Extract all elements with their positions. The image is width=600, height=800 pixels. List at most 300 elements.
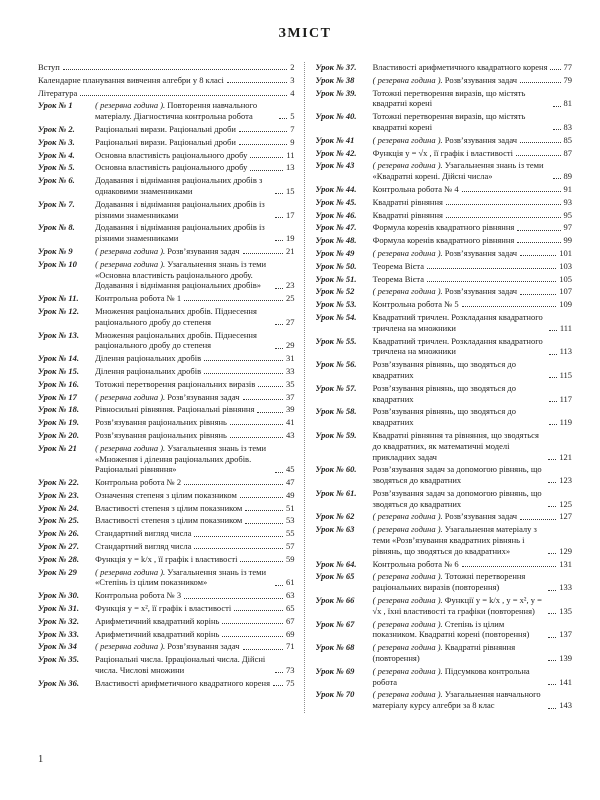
- entry-title: Функції y = k/x , y = x², y = √x , їхні властивості та графіки (повторення): [372, 595, 542, 616]
- entry-text: [316, 135, 518, 146]
- entry-text: [38, 404, 254, 415]
- lesson-label: Урок № 12.: [38, 305, 80, 316]
- dot-leader: [549, 359, 557, 378]
- entry-title: Тотожні перетворення виразів, що містять квадратні корені: [372, 87, 526, 109]
- reserve-hour-note: ( резервна година ).: [372, 618, 443, 629]
- entry-text: [316, 88, 550, 110]
- entry-text: [316, 210, 443, 221]
- entry-text: [38, 62, 60, 73]
- entry-title: Розв’язування задач за допомогою рівнянь, що зводяться до квадратних: [372, 464, 542, 486]
- toc-entry: [38, 392, 295, 403]
- toc-entry: [38, 528, 295, 539]
- entry-text: [316, 524, 546, 556]
- toc-entry: [38, 616, 295, 627]
- toc-entry: [38, 137, 295, 148]
- entry-page-number: 29: [286, 340, 295, 351]
- toc-entry: [38, 199, 295, 221]
- entry-text: [38, 199, 272, 221]
- reserve-hour-note: ( резервна година ).: [372, 160, 443, 171]
- toc-entry: [38, 330, 295, 352]
- reserve-hour-note: ( резервна година ).: [95, 245, 166, 256]
- dot-leader: [204, 366, 283, 374]
- lesson-label: Урок № 52: [315, 286, 355, 297]
- entry-page-number: 35: [286, 378, 295, 389]
- toc-entry: [316, 488, 573, 510]
- entry-title: Квадратні рівняння: [372, 209, 443, 220]
- entry-title: Арифметичний квадратний корінь: [95, 615, 220, 626]
- lesson-label: Урок № 30.: [38, 590, 80, 601]
- entry-title: Тотожні перетворення раціональних виразів: [95, 378, 256, 389]
- entry-page-number: 53: [286, 515, 295, 526]
- dot-leader: [230, 430, 283, 438]
- dot-leader: [520, 135, 560, 143]
- dot-leader: [548, 464, 556, 483]
- dot-leader: [517, 222, 560, 230]
- dot-leader: [275, 654, 283, 673]
- entry-title: Література: [38, 87, 78, 98]
- reserve-hour-note: ( резервна година ).: [372, 642, 443, 653]
- dot-leader: [273, 678, 283, 686]
- entry-text: [38, 75, 224, 86]
- entry-text: [38, 379, 255, 390]
- reserve-hour-note: ( резервна година ).: [372, 134, 443, 145]
- toc-entry: [38, 366, 295, 377]
- entry-title: Розв’язування задач: [167, 641, 240, 652]
- dot-leader: [549, 336, 557, 355]
- reserve-hour-note: ( резервна година ).: [95, 641, 166, 652]
- reserve-hour-note: ( резервна година ).: [372, 524, 443, 535]
- entry-page-number: 17: [286, 209, 295, 220]
- entry-text: [38, 503, 242, 514]
- dot-leader: [194, 528, 283, 536]
- dot-leader: [275, 306, 283, 325]
- lesson-label: Урок № 32.: [38, 615, 80, 626]
- entry-title: Властивості степеня з цілим показником: [95, 515, 243, 526]
- entry-page-number: 137: [559, 629, 572, 640]
- lesson-label: Урок № 60.: [315, 464, 357, 475]
- lesson-label: Урок № 51.: [315, 273, 357, 284]
- dot-leader: [243, 392, 283, 400]
- entry-title: Узагальнення знань із теми «Степінь із цілим показником»: [95, 566, 267, 588]
- lesson-label: Урок № 55.: [315, 335, 357, 346]
- lesson-label: Урок № 53.: [315, 299, 357, 310]
- toc-entry: [316, 88, 573, 110]
- dot-leader: [462, 559, 557, 567]
- toc-entry: [38, 641, 295, 652]
- entry-title: Квадратні рівняння: [372, 196, 443, 207]
- toc-entry: [316, 571, 573, 593]
- entry-text: [316, 383, 546, 405]
- dot-leader: [184, 477, 283, 485]
- entry-text: [316, 571, 546, 593]
- dot-leader: [520, 75, 560, 83]
- entry-text: [38, 330, 272, 352]
- dot-leader: [239, 137, 287, 145]
- entry-text: [316, 184, 459, 195]
- lesson-label: Урок № 39.: [315, 87, 357, 98]
- entry-text: [316, 595, 546, 617]
- toc-entry: [316, 430, 573, 462]
- dot-leader: [222, 616, 283, 624]
- entry-title: Контрольна робота № 2: [95, 477, 182, 488]
- reserve-hour-note: ( резервна година ).: [372, 286, 443, 297]
- entry-title: Раціональні числа. Ірраціональні числа. Дійсні числа. Числові множини: [95, 654, 266, 676]
- dot-leader: [243, 641, 283, 649]
- toc-entry: [316, 666, 573, 688]
- lesson-label: Урок № 49: [315, 247, 355, 258]
- lesson-label: Урок № 46.: [315, 209, 357, 220]
- lesson-label: Урок № 29: [38, 566, 77, 577]
- lesson-label: Урок № 68: [315, 642, 355, 653]
- lesson-label: Урок № 28.: [38, 553, 80, 564]
- toc-entry: [38, 443, 295, 475]
- entry-page-number: 57: [286, 541, 295, 552]
- entry-text: [38, 616, 219, 627]
- toc-entry: [38, 515, 295, 526]
- entry-page-number: 91: [563, 183, 572, 194]
- reserve-hour-note: ( резервна година ).: [372, 571, 443, 582]
- entry-title: Розв’язування задач: [444, 286, 518, 297]
- entry-page-number: 21: [286, 245, 295, 256]
- entry-page-number: 19: [286, 233, 295, 244]
- entry-text: [38, 541, 191, 552]
- entry-title: Додавання і віднімання раціональних дробів із різними знаменниками: [95, 222, 265, 244]
- entry-text: [316, 464, 546, 486]
- toc-entry: [38, 678, 295, 689]
- lesson-label: Урок № 8.: [38, 222, 75, 233]
- entry-title: Формула коренів квадратного рівняння: [372, 222, 515, 233]
- entry-page-number: 2: [290, 62, 295, 72]
- lesson-label: Урок № 59.: [315, 429, 357, 440]
- entry-page-number: 61: [286, 577, 295, 588]
- entry-text: [316, 148, 513, 159]
- lesson-label: Урок № 21: [38, 442, 77, 453]
- dot-leader: [553, 160, 561, 179]
- entry-title: Узагальнення знань із теми «Квадратні корені. Дійсні числа»: [372, 160, 544, 182]
- entry-text: [38, 443, 272, 475]
- entry-page-number: 93: [563, 196, 572, 207]
- toc-entry: [38, 654, 295, 676]
- lesson-label: Урок № 14.: [38, 353, 80, 364]
- entry-text: [38, 430, 227, 441]
- entry-text: [38, 490, 237, 501]
- page-title: ЗМІСТ: [278, 26, 332, 41]
- entry-title: Теорема Вієта: [372, 273, 425, 284]
- entry-text: [38, 259, 272, 291]
- entry-page-number: 63: [286, 590, 295, 601]
- entry-title: Розв’язування задач: [167, 245, 240, 256]
- entry-page-number: 125: [559, 498, 572, 509]
- toc-entry: [38, 306, 295, 328]
- entry-title: Властивості арифметичного квадратного кореня: [372, 62, 548, 72]
- lesson-label: Урок № 58.: [315, 406, 357, 417]
- dot-leader: [548, 689, 556, 708]
- entry-text: [38, 603, 231, 614]
- entry-text: [316, 248, 518, 259]
- entry-title: Розв’язування задач за допомогою рівнянь, що зводяться до квадратних: [372, 487, 542, 509]
- entry-text: [316, 111, 550, 133]
- entry-title: Розв’язування задач: [167, 391, 240, 402]
- entry-text: [316, 235, 515, 246]
- entry-page-number: 4: [290, 87, 295, 98]
- lesson-label: Урок № 36.: [38, 677, 80, 688]
- entry-page-number: 115: [559, 369, 572, 380]
- lesson-label: Урок № 31.: [38, 603, 80, 614]
- entry-title: Стандартний вигляд числа: [95, 541, 192, 552]
- entry-title: Квадратний тричлен. Розкладання квадратного тричлена на множники: [372, 335, 543, 357]
- toc-entry: [38, 75, 295, 86]
- entry-title: Функція y = x², її графік і властивості: [95, 603, 232, 614]
- entry-text: [38, 88, 77, 99]
- entry-page-number: 79: [563, 74, 572, 85]
- entry-page-number: 47: [286, 477, 295, 488]
- entry-text: [316, 689, 546, 711]
- entry-text: [316, 359, 546, 381]
- entry-page-number: 95: [563, 209, 572, 220]
- lesson-label: Урок № 45.: [315, 196, 357, 207]
- lesson-label: Урок № 10: [38, 258, 77, 269]
- toc-entry: [38, 175, 295, 197]
- entry-page-number: 73: [286, 665, 295, 676]
- lesson-label: Урок № 24.: [38, 502, 80, 513]
- toc-entry: [316, 299, 573, 310]
- toc-entry: [316, 274, 573, 285]
- lesson-label: Урок № 48.: [315, 235, 357, 246]
- entry-page-number: 9: [290, 136, 295, 147]
- toc-entry: [38, 629, 295, 640]
- dot-leader: [240, 554, 283, 562]
- entry-title: Розв’язування рівнянь, що зводяться до квадратних: [372, 406, 516, 428]
- entry-page-number: 41: [286, 417, 295, 428]
- entry-title: Ділення раціональних дробів: [95, 353, 202, 364]
- entry-text: [316, 430, 546, 462]
- dot-leader: [234, 603, 283, 611]
- reserve-hour-note: ( резервна година ).: [95, 442, 166, 453]
- dot-leader: [462, 184, 561, 192]
- entry-title: Узагальнення знань із теми «Основна властивість раціонального дробу. Додавання і віднімання раціональних дробів»: [95, 258, 267, 291]
- reserve-hour-note: ( резервна година ).: [95, 100, 166, 111]
- reserve-hour-note: ( резервна година ).: [372, 595, 443, 606]
- entry-title: Розв’язування задач: [444, 134, 518, 145]
- dot-leader: [245, 515, 283, 523]
- entry-text: [316, 511, 518, 522]
- entry-text: [316, 312, 546, 334]
- entry-text: [38, 137, 236, 148]
- lesson-label: Урок № 35.: [38, 654, 80, 665]
- lesson-label: Урок № 23.: [38, 489, 80, 500]
- entry-text: [316, 336, 546, 358]
- entry-text: [38, 629, 219, 640]
- entry-text: [316, 406, 546, 428]
- toc-column-left: [38, 62, 304, 691]
- entry-title: Тотожні перетворення раціональних виразів (повторення): [372, 571, 526, 593]
- entry-page-number: 27: [286, 316, 295, 327]
- dot-leader: [548, 430, 556, 460]
- dot-leader: [553, 88, 561, 107]
- entry-title: Квадратні рівняння (повторення): [372, 642, 516, 664]
- lesson-label: Урок № 16.: [38, 378, 80, 389]
- lesson-label: Урок № 6.: [38, 175, 75, 186]
- lesson-label: Урок № 40.: [315, 111, 357, 122]
- dot-leader: [80, 88, 287, 96]
- toc-entry: [316, 75, 573, 86]
- entry-title: Розв’язування задач: [444, 74, 518, 85]
- entry-title: Календарне планування вивчення алгебри у 8 класі: [38, 74, 224, 85]
- dot-leader: [250, 150, 283, 158]
- entry-title: Додавання і віднімання раціональних дробів з однаковими знаменниками: [95, 175, 263, 196]
- toc-entry: [38, 100, 295, 122]
- toc-entry: [316, 261, 573, 272]
- entry-text: [316, 160, 550, 182]
- dot-leader: [63, 62, 287, 70]
- lesson-label: Урок № 42.: [315, 147, 357, 158]
- lesson-label: Урок № 64.: [315, 558, 357, 569]
- lesson-label: Урок № 67: [315, 618, 355, 629]
- entry-title: Узагальнення навчального матеріалу курсу алгебри за 8 клас: [372, 689, 541, 711]
- entry-page-number: 77: [563, 62, 572, 72]
- lesson-label: Урок № 7.: [38, 198, 75, 209]
- entry-page-number: 143: [559, 700, 572, 711]
- toc-entry: [316, 511, 573, 522]
- entry-title: Стандартний вигляд числа: [95, 528, 192, 539]
- dot-leader: [549, 383, 557, 402]
- toc-entry: [38, 124, 295, 135]
- lesson-label: Урок № 5.: [38, 162, 75, 173]
- toc-entry: [316, 559, 573, 570]
- dot-leader: [184, 590, 283, 598]
- entry-title: Контрольна робота № 1: [95, 293, 182, 304]
- lesson-label: Урок № 54.: [315, 311, 357, 322]
- entry-page-number: 7: [290, 123, 295, 134]
- entry-page-number: 131: [559, 558, 572, 569]
- reserve-hour-note: ( резервна година ).: [372, 247, 443, 258]
- entry-page-number: 13: [286, 162, 295, 173]
- reserve-hour-note: ( резервна година ).: [372, 74, 443, 85]
- entry-text: [38, 222, 272, 244]
- entry-title: Функція y = √x , її графік і властивості: [372, 147, 513, 158]
- entry-page-number: 3: [290, 74, 295, 85]
- entry-page-number: 49: [286, 489, 295, 500]
- entry-title: Вступ: [38, 62, 60, 72]
- lesson-label: Урок № 63: [315, 524, 355, 535]
- toc-entry: [38, 404, 295, 415]
- entry-text: [38, 567, 272, 589]
- entry-text: [316, 222, 515, 233]
- toc-entry: [316, 135, 573, 146]
- entry-text: [316, 62, 548, 73]
- entry-page-number: 99: [563, 235, 572, 246]
- dot-leader: [257, 404, 283, 412]
- reserve-hour-note: ( резервна година ).: [95, 566, 166, 577]
- entry-page-number: 83: [563, 121, 572, 132]
- lesson-label: Урок № 3.: [38, 136, 75, 147]
- entry-text: [316, 197, 443, 208]
- reserve-hour-note: ( резервна година ).: [95, 391, 166, 402]
- entry-page-number: 133: [559, 582, 572, 593]
- entry-page-number: 37: [286, 391, 295, 402]
- lesson-label: Урок № 22.: [38, 477, 80, 488]
- dot-leader: [275, 567, 283, 586]
- lesson-label: Урок № 4.: [38, 149, 75, 160]
- entry-page-number: 81: [563, 98, 572, 109]
- entry-text: [38, 293, 181, 304]
- entry-title: Квадратні рівняння та рівняння, що зводяться до квадратних, як математичні моделі прикладних задач: [372, 429, 539, 462]
- dot-leader: [548, 619, 556, 638]
- entry-title: Раціональні вирази. Раціональні дроби: [95, 123, 236, 134]
- entry-title: Контрольна робота № 6: [372, 558, 459, 569]
- entry-title: Множення раціональних дробів. Піднесення раціонального дробу до степеня: [95, 305, 257, 327]
- toc-entry: [38, 503, 295, 514]
- entry-page-number: 55: [286, 528, 295, 539]
- entry-page-number: 117: [559, 393, 572, 404]
- entry-text: [38, 477, 181, 488]
- entry-page-number: 59: [286, 553, 295, 564]
- entry-page-number: 65: [286, 603, 295, 614]
- toc-entry: [38, 162, 295, 173]
- dot-leader: [275, 443, 283, 473]
- lesson-label: Урок № 66: [315, 595, 355, 606]
- lesson-label: Урок № 27.: [38, 541, 80, 552]
- entry-title: Означення степеня з цілим показником: [95, 489, 237, 500]
- entry-title: Властивості арифметичного квадратного кореня: [95, 677, 270, 688]
- lesson-label: Урок № 41: [315, 134, 355, 145]
- entry-text: [316, 261, 425, 272]
- lesson-label: Урок № 61.: [315, 487, 357, 498]
- lesson-label: Урок № 43: [315, 160, 355, 171]
- lesson-label: Урок № 2.: [38, 123, 75, 134]
- toc-entry: [38, 603, 295, 614]
- entry-text: [38, 528, 191, 539]
- lesson-label: Урок № 62: [315, 511, 355, 522]
- entry-page-number: 107: [559, 286, 572, 297]
- entry-page-number: 33: [286, 365, 295, 376]
- toc-entry: [38, 590, 295, 601]
- lesson-label: Урок № 33.: [38, 628, 80, 639]
- entry-page-number: 123: [559, 475, 572, 486]
- entry-text: [38, 678, 270, 689]
- lesson-label: Урок № 38: [315, 74, 355, 85]
- entry-title: Узагальнення знань із теми «Множення і ділення раціональних дробів. Раціональні рівняння»: [95, 442, 267, 475]
- entry-title: Розв’язування рівнянь, що зводяться до квадратних: [372, 359, 516, 380]
- entry-page-number: 111: [559, 322, 572, 333]
- lesson-label: Урок № 15.: [38, 365, 80, 376]
- entry-text: [38, 366, 201, 377]
- entry-text: [38, 554, 237, 565]
- entry-title: Додавання і віднімання раціональних дробів із різними знаменниками: [95, 198, 265, 220]
- lesson-label: Урок № 65: [315, 571, 355, 582]
- toc-entry: [316, 312, 573, 334]
- dot-leader: [548, 595, 556, 614]
- entry-page-number: 139: [559, 653, 572, 664]
- entry-title: Множення раціональних дробів. Піднесення раціонального дробу до степеня: [95, 329, 257, 351]
- toc-entry: [38, 541, 295, 552]
- entry-page-number: 141: [559, 676, 572, 687]
- entry-title: Розв’язування раціональних рівнянь: [95, 417, 227, 428]
- dot-leader: [550, 62, 560, 70]
- dot-leader: [204, 353, 283, 361]
- toc-entry: [38, 554, 295, 565]
- entry-title: Рівносильні рівняння. Раціональні рівняння: [95, 404, 255, 415]
- entry-text: [316, 488, 546, 510]
- dot-leader: [275, 330, 283, 349]
- lesson-label: Урок № 19.: [38, 417, 80, 428]
- lesson-label: Урок № 70: [315, 689, 355, 700]
- reserve-hour-note: ( резервна година ).: [372, 511, 443, 522]
- reserve-hour-note: ( резервна година ).: [372, 665, 443, 676]
- lesson-label: Урок № 25.: [38, 515, 80, 526]
- entry-title: Розв’язування задач: [444, 247, 518, 258]
- toc-entry: [38, 150, 295, 161]
